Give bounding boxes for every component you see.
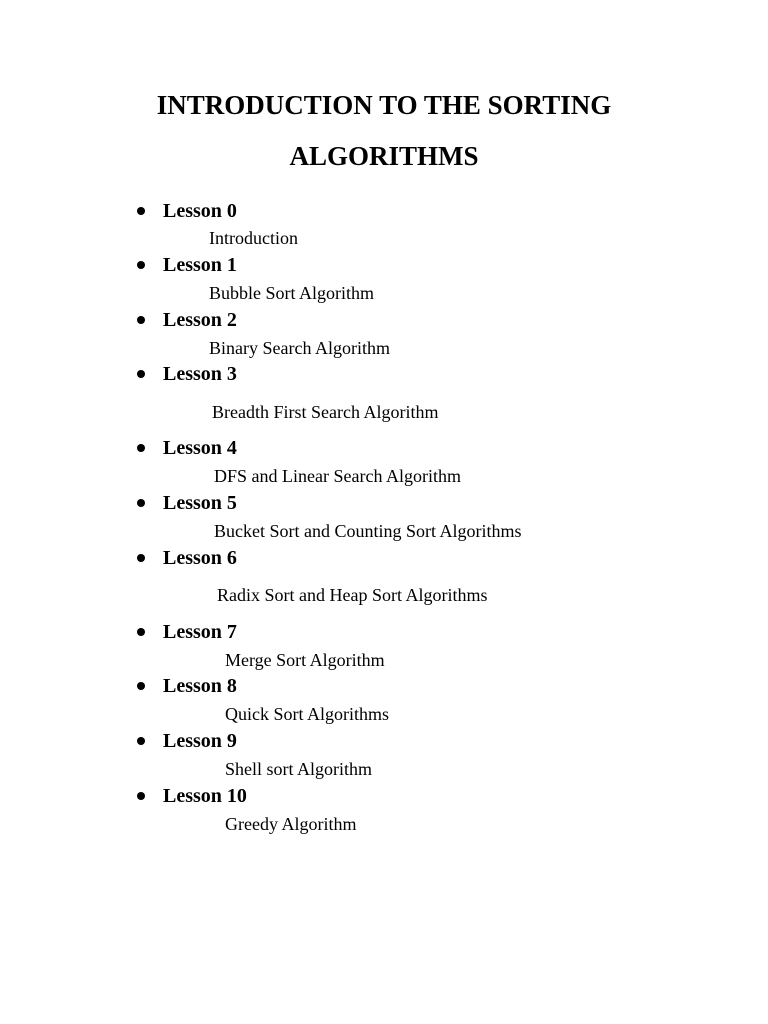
lesson-description: Greedy Algorithm [225,814,357,834]
lesson-label: Lesson 4 [163,437,237,459]
lesson-item-6 [137,545,237,571]
lesson-item-10 [137,783,247,809]
bullet-icon [137,316,145,324]
lesson-label: Lesson 5 [163,492,237,514]
lesson-label: Lesson 8 [163,675,237,697]
lesson-description: DFS and Linear Search Algorithm [214,466,461,486]
lesson-label: Lesson 1 [163,254,237,276]
lesson-description: Breadth First Search Algorithm [212,402,439,422]
lesson-item-9 [137,728,237,754]
lesson-description: Binary Search Algorithm [209,338,390,358]
lesson-description: Introduction [209,228,298,248]
bullet-icon [137,682,145,690]
lesson-label: Lesson 9 [163,730,237,752]
lesson-description: Quick Sort Algorithms [225,704,390,724]
lesson-description: Radix Sort and Heap Sort Algorithms [217,585,488,605]
lesson-label: Lesson 0 [163,200,237,222]
bullet-icon [137,444,145,452]
lesson-description: Shell sort Algorithm [225,759,373,779]
bullet-icon [137,628,145,636]
bullet-icon [137,261,145,269]
document-title-line-1: INTRODUCTION TO THE SORTING [156,90,612,120]
bullet-icon [137,207,145,215]
document-title-line-2: ALGORITHMS [289,141,479,171]
lesson-description: Merge Sort Algorithm [225,650,385,670]
lesson-label: Lesson 3 [163,363,237,385]
bullet-icon [137,370,145,378]
bullet-icon [137,554,145,562]
lesson-item-2 [137,307,237,333]
lesson-item-5 [137,490,237,516]
lesson-item-1 [137,252,237,278]
lesson-description: Bucket Sort and Counting Sort Algorithms [214,521,522,541]
lesson-label: Lesson 6 [163,547,237,569]
bullet-icon [137,792,145,800]
lesson-label: Lesson 2 [163,309,237,331]
lesson-label: Lesson 10 [163,785,247,807]
lesson-item-8 [137,673,237,699]
lesson-description: Bubble Sort Algorithm [209,283,375,303]
bullet-icon [137,499,145,507]
lesson-item-4 [137,435,237,461]
lesson-item-7 [137,619,237,645]
bullet-icon [137,737,145,745]
lesson-item-3 [137,361,237,387]
lesson-item-0 [137,198,237,224]
lesson-label: Lesson 7 [163,621,237,643]
